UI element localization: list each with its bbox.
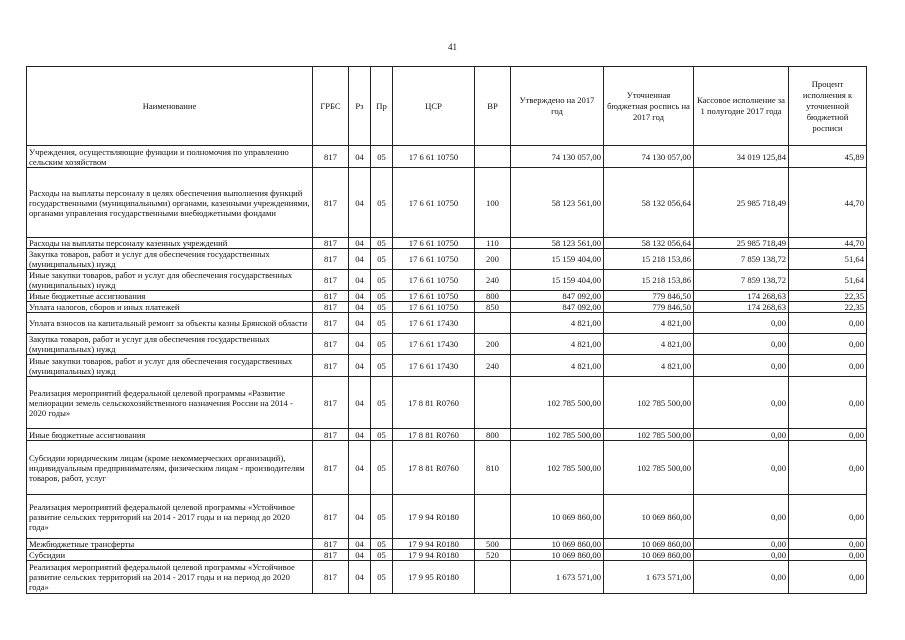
cell-csr: 17 6 61 10750	[393, 238, 475, 249]
table-row	[27, 302, 867, 313]
cell-name: Учреждения, осуществляющие функции и полномочия по управлению сельским хозяйством	[27, 146, 313, 168]
cell-grbs: 817	[313, 334, 349, 355]
cell-name: Межбюджетные трансферты	[27, 539, 313, 550]
cell-approved: 847 092,00	[511, 302, 604, 313]
cell-rz: 04	[349, 334, 371, 355]
cell-grbs: 817	[313, 377, 349, 429]
col-header-percent: Процент исполнения к уточненной бюджетной росписи	[789, 67, 867, 146]
cell-pr: 05	[371, 270, 393, 291]
cell-pr: 05	[371, 249, 393, 270]
cell-rz: 04	[349, 249, 371, 270]
cell-rz: 04	[349, 539, 371, 550]
cell-vr	[475, 561, 511, 594]
cell-approved: 74 130 057,00	[511, 146, 604, 168]
cell-percent: 45,89	[789, 146, 867, 168]
cell-revised: 15 218 153,86	[604, 249, 694, 270]
cell-pr: 05	[371, 441, 393, 495]
cell-name: Расходы на выплаты персоналу казенных учреждений	[27, 238, 313, 249]
table-row	[27, 550, 867, 561]
cell-rz: 04	[349, 313, 371, 334]
cell-cash: 7 859 138,72	[694, 249, 789, 270]
cell-name: Реализация мероприятий федеральной целевой программы «Устойчивое развитие сельских территорий на 2014 - 2017 годы и на период до 2020 года»	[27, 561, 313, 594]
table-row	[27, 441, 867, 495]
cell-revised: 102 785 500,00	[604, 429, 694, 441]
col-header-name: Наименование	[27, 67, 313, 146]
cell-percent: 51,64	[789, 249, 867, 270]
cell-percent: 44,70	[789, 238, 867, 249]
cell-percent: 0,00	[789, 429, 867, 441]
cell-rz: 04	[349, 168, 371, 238]
cell-grbs: 817	[313, 291, 349, 302]
cell-grbs: 817	[313, 249, 349, 270]
cell-csr: 17 8 81 R0760	[393, 377, 475, 429]
cell-revised: 1 673 571,00	[604, 561, 694, 594]
cell-pr: 05	[371, 313, 393, 334]
cell-cash: 25 985 718,49	[694, 238, 789, 249]
cell-vr: 240	[475, 270, 511, 291]
cell-grbs: 817	[313, 238, 349, 249]
cell-percent: 0,00	[789, 313, 867, 334]
cell-vr: 100	[475, 168, 511, 238]
cell-percent: 0,00	[789, 495, 867, 539]
cell-percent: 22,35	[789, 302, 867, 313]
cell-name: Уплата налогов, сборов и иных платежей	[27, 302, 313, 313]
cell-revised: 4 821,00	[604, 355, 694, 377]
cell-rz: 04	[349, 238, 371, 249]
cell-grbs: 817	[313, 168, 349, 238]
cell-cash: 174 268,63	[694, 291, 789, 302]
cell-grbs: 817	[313, 539, 349, 550]
cell-vr: 850	[475, 302, 511, 313]
cell-grbs: 817	[313, 355, 349, 377]
cell-approved: 102 785 500,00	[511, 377, 604, 429]
cell-grbs: 817	[313, 441, 349, 495]
cell-csr: 17 8 81 R0760	[393, 429, 475, 441]
cell-csr: 17 9 94 R0180	[393, 539, 475, 550]
col-header-rz: Рз	[349, 67, 371, 146]
table-body	[27, 146, 867, 594]
cell-revised: 58 132 056,64	[604, 168, 694, 238]
cell-revised: 779 846,50	[604, 302, 694, 313]
cell-name: Уплата взносов на капитальный ремонт за объекты казны Брянской области	[27, 313, 313, 334]
cell-grbs: 817	[313, 495, 349, 539]
cell-pr: 05	[371, 377, 393, 429]
cell-vr	[475, 377, 511, 429]
cell-csr: 17 9 95 R0180	[393, 561, 475, 594]
cell-revised: 58 132 056,64	[604, 238, 694, 249]
cell-cash: 25 985 718,49	[694, 168, 789, 238]
table-row	[27, 291, 867, 302]
cell-csr: 17 6 61 10750	[393, 168, 475, 238]
cell-pr: 05	[371, 146, 393, 168]
cell-vr: 240	[475, 355, 511, 377]
cell-cash: 0,00	[694, 550, 789, 561]
cell-grbs: 817	[313, 302, 349, 313]
cell-approved: 58 123 561,00	[511, 238, 604, 249]
table-row	[27, 355, 867, 377]
cell-cash: 0,00	[694, 561, 789, 594]
cell-csr: 17 9 94 R0180	[393, 550, 475, 561]
cell-rz: 04	[349, 561, 371, 594]
cell-csr: 17 6 61 10750	[393, 291, 475, 302]
cell-cash: 0,00	[694, 539, 789, 550]
cell-vr: 200	[475, 249, 511, 270]
budget-table	[26, 66, 867, 594]
cell-csr: 17 6 61 10750	[393, 249, 475, 270]
table-row	[27, 561, 867, 594]
cell-approved: 4 821,00	[511, 313, 604, 334]
cell-revised: 15 218 153,86	[604, 270, 694, 291]
cell-percent: 0,00	[789, 441, 867, 495]
cell-name: Иные бюджетные ассигнования	[27, 291, 313, 302]
table-row	[27, 168, 867, 238]
cell-revised: 102 785 500,00	[604, 377, 694, 429]
cell-csr: 17 6 61 17430	[393, 313, 475, 334]
cell-approved: 15 159 404,00	[511, 249, 604, 270]
cell-pr: 05	[371, 429, 393, 441]
cell-csr: 17 9 94 R0180	[393, 495, 475, 539]
cell-csr: 17 6 61 10750	[393, 146, 475, 168]
cell-rz: 04	[349, 355, 371, 377]
cell-name: Иные закупки товаров, работ и услуг для обеспечения государственных (муниципальных) нужд	[27, 355, 313, 377]
table-row	[27, 238, 867, 249]
cell-name: Иные бюджетные ассигнования	[27, 429, 313, 441]
cell-rz: 04	[349, 270, 371, 291]
cell-csr: 17 8 81 R0760	[393, 441, 475, 495]
cell-grbs: 817	[313, 270, 349, 291]
cell-grbs: 817	[313, 313, 349, 334]
col-header-pr: Пр	[371, 67, 393, 146]
cell-percent: 0,00	[789, 550, 867, 561]
cell-pr: 05	[371, 334, 393, 355]
cell-cash: 0,00	[694, 313, 789, 334]
cell-revised: 102 785 500,00	[604, 441, 694, 495]
cell-approved: 847 092,00	[511, 291, 604, 302]
cell-rz: 04	[349, 291, 371, 302]
cell-vr: 500	[475, 539, 511, 550]
table-row	[27, 270, 867, 291]
cell-cash: 7 859 138,72	[694, 270, 789, 291]
cell-approved: 102 785 500,00	[511, 429, 604, 441]
cell-vr	[475, 313, 511, 334]
cell-csr: 17 6 61 10750	[393, 302, 475, 313]
cell-rz: 04	[349, 377, 371, 429]
cell-name: Субсидии юридическим лицам (кроме некоммерческих организаций), индивидуальным предпринимателям, физическим лицам - производителям товаров, работ, услуг	[27, 441, 313, 495]
col-header-revised: Уточненная бюджетная роспись на 2017 год	[604, 67, 694, 146]
cell-approved: 1 673 571,00	[511, 561, 604, 594]
cell-cash: 0,00	[694, 429, 789, 441]
cell-rz: 04	[349, 495, 371, 539]
cell-vr: 800	[475, 429, 511, 441]
cell-name: Реализация мероприятий федеральной целевой программы «Развитие мелиорации земель сельскохозяйственного назначения России на 2014 - 2020 годы»	[27, 377, 313, 429]
cell-name: Субсидии	[27, 550, 313, 561]
cell-pr: 05	[371, 168, 393, 238]
cell-revised: 10 069 860,00	[604, 539, 694, 550]
col-header-csr: ЦСР	[393, 67, 475, 146]
cell-csr: 17 6 61 17430	[393, 355, 475, 377]
cell-name: Закупка товаров, работ и услуг для обеспечения государственных (муниципальных) нужд	[27, 334, 313, 355]
cell-cash: 0,00	[694, 377, 789, 429]
cell-percent: 0,00	[789, 355, 867, 377]
cell-rz: 04	[349, 441, 371, 495]
cell-rz: 04	[349, 550, 371, 561]
cell-pr: 05	[371, 550, 393, 561]
cell-pr: 05	[371, 238, 393, 249]
cell-vr: 520	[475, 550, 511, 561]
col-header-approved: Утверждено на 2017 год	[511, 67, 604, 146]
table-row	[27, 249, 867, 270]
cell-revised: 4 821,00	[604, 334, 694, 355]
cell-pr: 05	[371, 561, 393, 594]
cell-percent: 51,64	[789, 270, 867, 291]
cell-vr: 200	[475, 334, 511, 355]
cell-pr: 05	[371, 495, 393, 539]
cell-cash: 0,00	[694, 355, 789, 377]
table-row	[27, 146, 867, 168]
table-row	[27, 539, 867, 550]
cell-csr: 17 6 61 10750	[393, 270, 475, 291]
cell-name: Расходы на выплаты персоналу в целях обеспечения выполнения функций государственными (муниципальными) органами, казенными учреждениями, органами управления государственными внебюджетными фондами	[27, 168, 313, 238]
cell-grbs: 817	[313, 550, 349, 561]
table-row	[27, 313, 867, 334]
cell-cash: 34 019 125,84	[694, 146, 789, 168]
cell-revised: 10 069 860,00	[604, 495, 694, 539]
col-header-grbs: ГРБС	[313, 67, 349, 146]
cell-name: Иные закупки товаров, работ и услуг для обеспечения государственных (муниципальных) нужд	[27, 270, 313, 291]
cell-cash: 0,00	[694, 495, 789, 539]
cell-grbs: 817	[313, 561, 349, 594]
cell-csr: 17 6 61 17430	[393, 334, 475, 355]
table-row	[27, 495, 867, 539]
cell-percent: 22,35	[789, 291, 867, 302]
table-header-row	[27, 67, 867, 146]
cell-grbs: 817	[313, 429, 349, 441]
cell-percent: 0,00	[789, 561, 867, 594]
cell-vr: 810	[475, 441, 511, 495]
cell-percent: 0,00	[789, 334, 867, 355]
cell-vr: 110	[475, 238, 511, 249]
cell-pr: 05	[371, 291, 393, 302]
cell-rz: 04	[349, 302, 371, 313]
cell-pr: 05	[371, 355, 393, 377]
cell-approved: 15 159 404,00	[511, 270, 604, 291]
cell-vr: 800	[475, 291, 511, 302]
cell-name: Закупка товаров, работ и услуг для обеспечения государственных (муниципальных) нужд	[27, 249, 313, 270]
col-header-cash: Кассовое исполнение за 1 полугодие 2017 года	[694, 67, 789, 146]
page-number: 41	[448, 42, 457, 52]
cell-cash: 0,00	[694, 441, 789, 495]
cell-grbs: 817	[313, 146, 349, 168]
cell-approved: 58 123 561,00	[511, 168, 604, 238]
cell-revised: 74 130 057,00	[604, 146, 694, 168]
cell-pr: 05	[371, 539, 393, 550]
cell-revised: 10 069 860,00	[604, 550, 694, 561]
cell-approved: 4 821,00	[511, 355, 604, 377]
cell-pr: 05	[371, 302, 393, 313]
table-row	[27, 429, 867, 441]
cell-approved: 10 069 860,00	[511, 550, 604, 561]
cell-vr	[475, 146, 511, 168]
cell-rz: 04	[349, 146, 371, 168]
cell-percent: 44,70	[789, 168, 867, 238]
cell-percent: 0,00	[789, 377, 867, 429]
cell-approved: 10 069 860,00	[511, 495, 604, 539]
cell-revised: 4 821,00	[604, 313, 694, 334]
table-row	[27, 334, 867, 355]
table-row	[27, 377, 867, 429]
cell-percent: 0,00	[789, 539, 867, 550]
cell-approved: 102 785 500,00	[511, 441, 604, 495]
cell-rz: 04	[349, 429, 371, 441]
cell-cash: 0,00	[694, 334, 789, 355]
cell-approved: 10 069 860,00	[511, 539, 604, 550]
cell-vr	[475, 495, 511, 539]
cell-name: Реализация мероприятий федеральной целевой программы «Устойчивое развитие сельских территорий на 2014 - 2017 годы и на период до 2020 года»	[27, 495, 313, 539]
cell-cash: 174 268,63	[694, 302, 789, 313]
cell-revised: 779 846,50	[604, 291, 694, 302]
cell-approved: 4 821,00	[511, 334, 604, 355]
col-header-vr: ВР	[475, 67, 511, 146]
